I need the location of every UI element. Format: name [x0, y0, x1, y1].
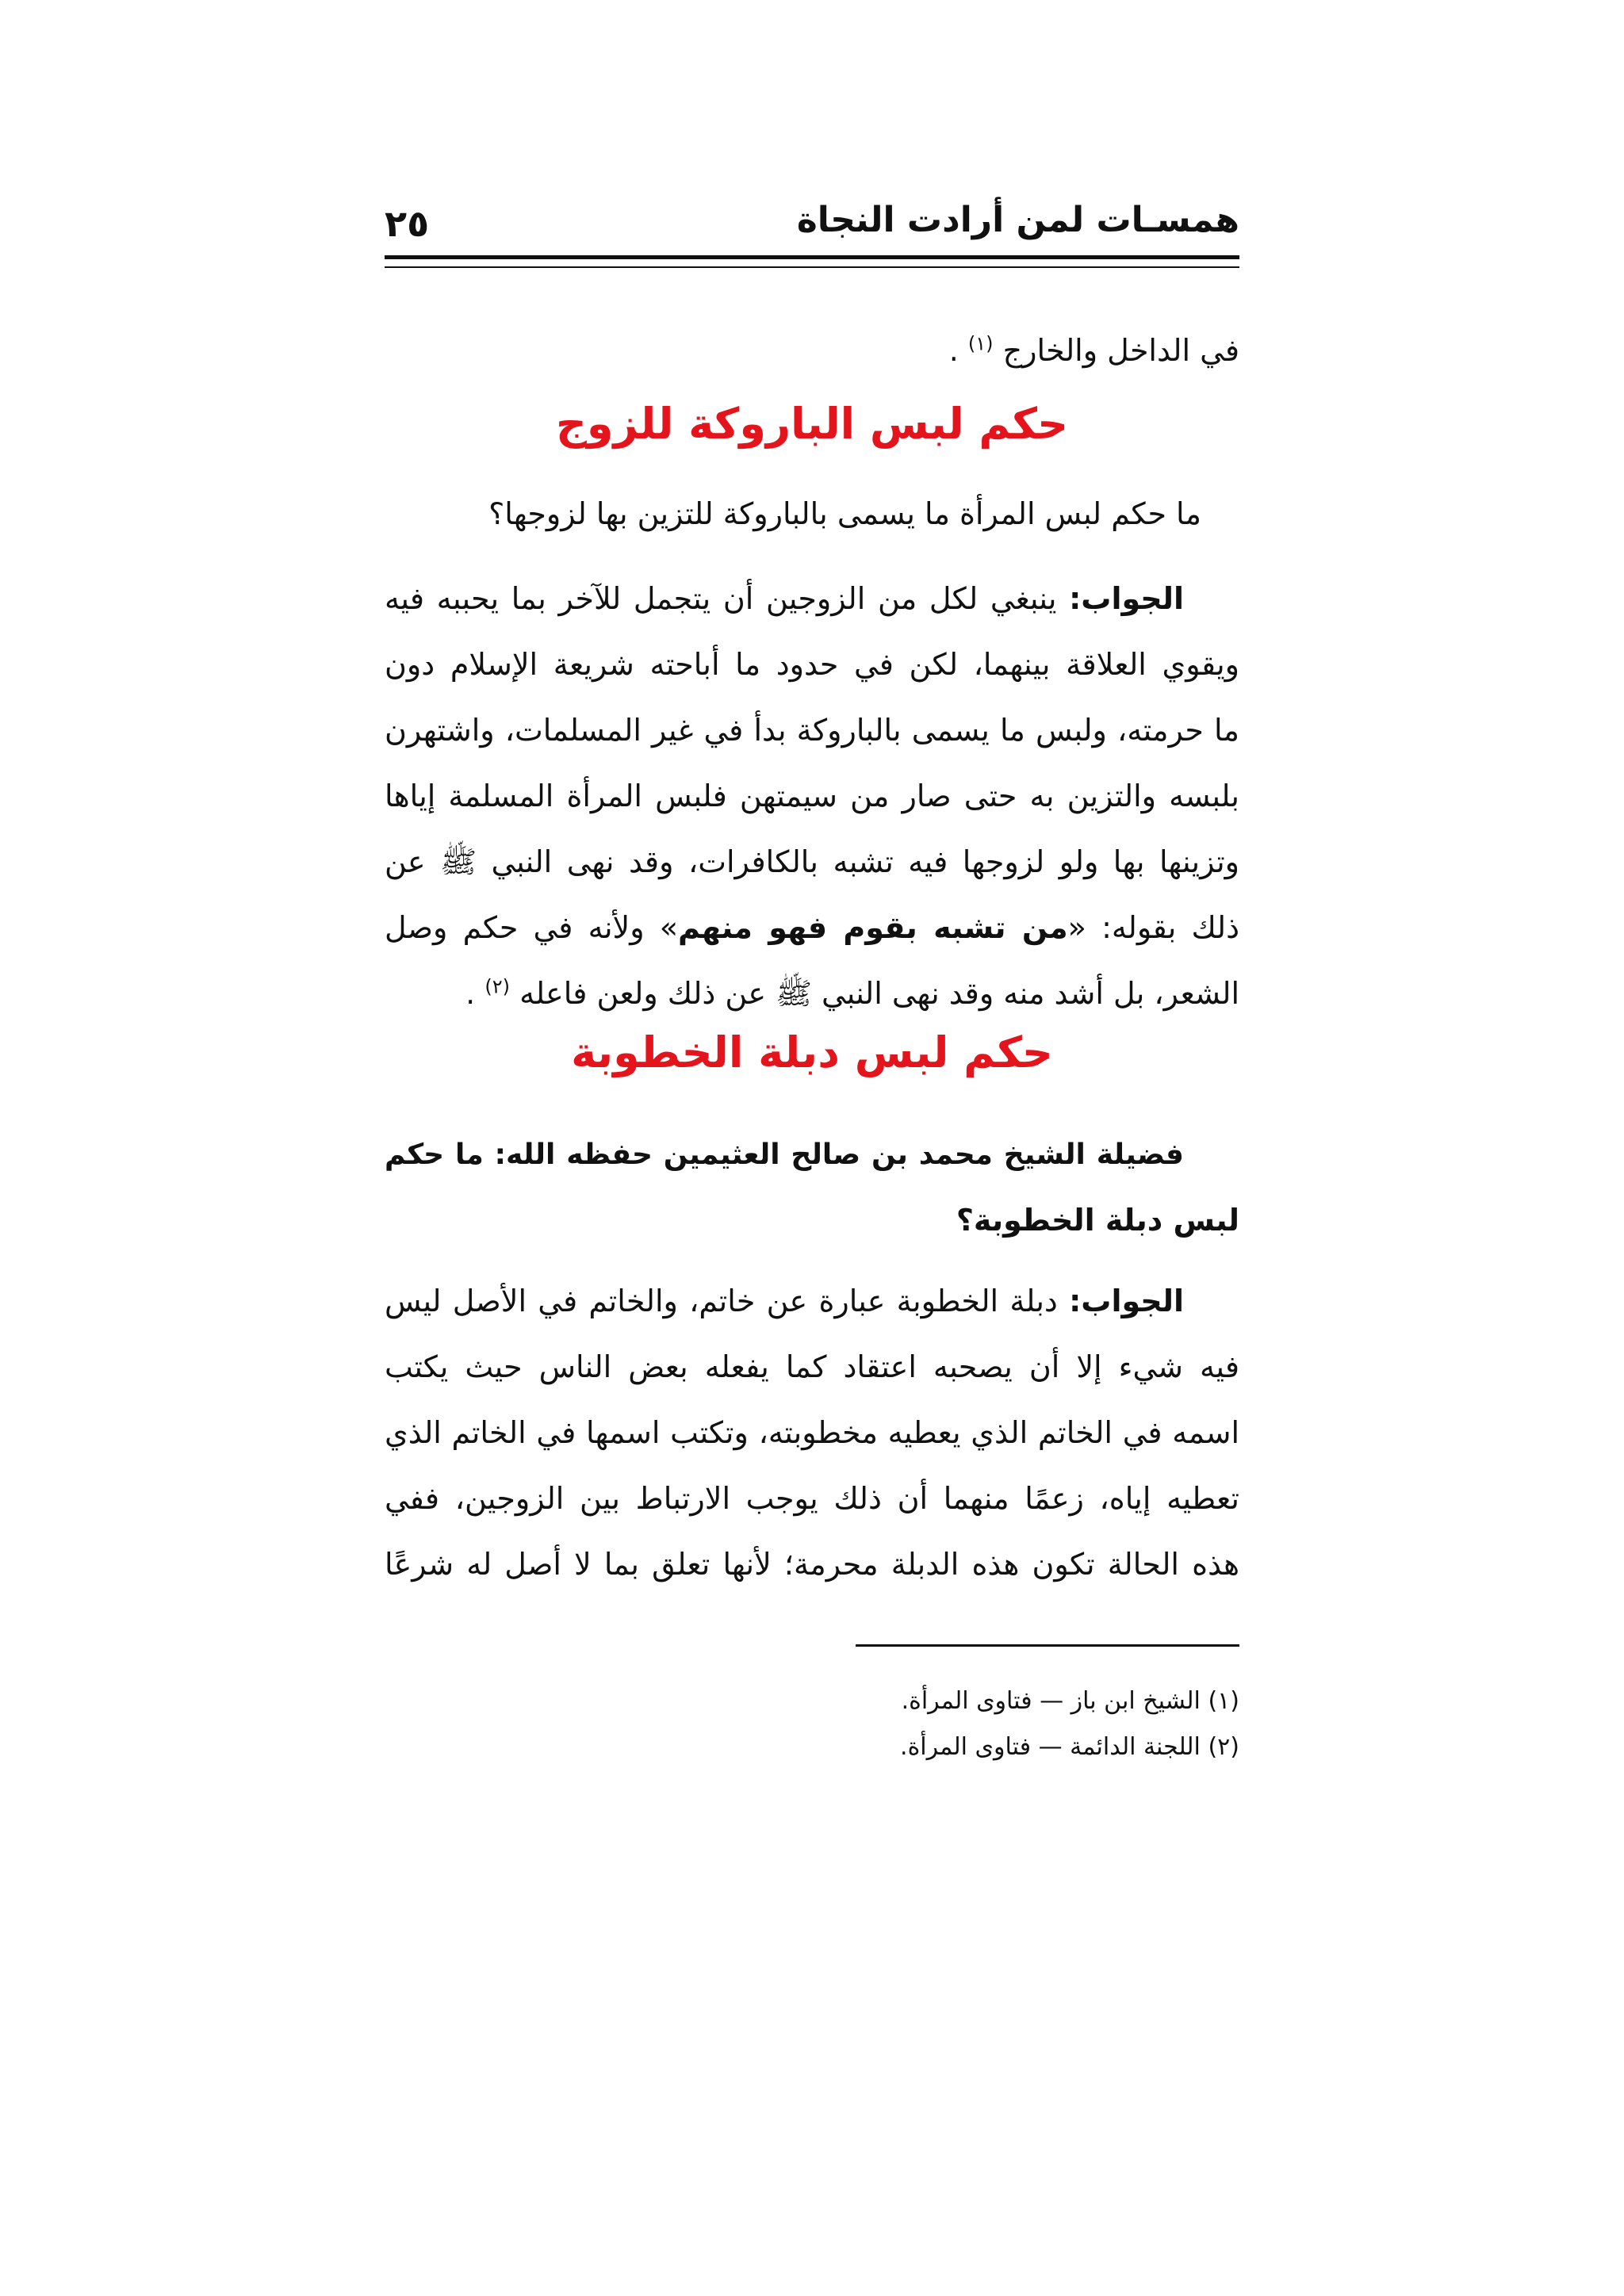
continued-text: في الداخل والخارج [1002, 333, 1239, 368]
answer-line [385, 1269, 1239, 1334]
answer-line: هذه الحالة تكون هذه الدبلة محرمة؛ لأنها تعلق بما لا أصل له شرعًا [385, 1547, 1239, 1582]
answer-line: بلبسه والتزين به حتى صار من سيمتهن فلبس المرأة المسلمة إياها [385, 779, 1239, 813]
answer-label: الجواب: [1069, 581, 1184, 616]
answer-text: الشعر، بل أشد منه وقد نهى النبي ﷺ عن ذلك ولعن فاعله [519, 976, 1239, 1011]
footnote-text: الشيخ ابن باز — فتاوى المرأة. [901, 1687, 1201, 1715]
answer-line: ما حرمته، ولبس ما يسمى بالباروكة بدأ في غير المسلمات، واشتهرن [385, 713, 1239, 748]
continued-line [385, 318, 1239, 384]
answer-line [385, 961, 1239, 1027]
answer-line [385, 895, 1239, 961]
sentence-end: . [465, 976, 485, 1011]
header-rule-thin [385, 266, 1239, 268]
footnote-ref-2: (٢) [485, 975, 510, 998]
question-wig: ما حكم لبس المرأة ما يسمى بالباروكة للتزين بها لزوجها؟ [488, 496, 1201, 531]
hadith-suffix: » ولأنه في حكم وصل [385, 910, 679, 945]
answer-line: وتزينها بها ولو لزوجها فيه تشبه بالكافرات، وقد نهى النبي ﷺ عن [385, 844, 1239, 879]
footnote-1 [385, 1681, 1239, 1722]
answer-line: تعطيه إياه، زعمًا منهما أن ذلك يوجب الارتباط بين الزوجين، ففي [385, 1481, 1239, 1516]
header-rule-thick [385, 255, 1239, 259]
footnote-text: اللجنة الدائمة — فتاوى المرأة. [900, 1733, 1201, 1761]
answer-line [385, 566, 1239, 632]
answer-text: دبلة الخطوبة عبارة عن خاتم، والخاتم في الأصل ليس [385, 1284, 1070, 1318]
question-ring-line: لبس دبلة الخطوبة؟ [956, 1203, 1239, 1238]
answer-line: فيه شيء إلا أن يصحبه اعتقاد كما يفعله بعض الناس حيث يكتب [385, 1349, 1239, 1384]
answer-label: الجواب: [1069, 1284, 1184, 1318]
footnote-separator [856, 1644, 1239, 1647]
section-heading-ring: حكم لبس دبلة الخطوبة [571, 1027, 1053, 1077]
hadith-prefix: ذلك بقوله: « [1067, 910, 1239, 945]
footnote-ref-1: (١) [967, 332, 994, 355]
hadith-quote: من تشبه بقوم فهو منهم [678, 910, 1068, 945]
footnote-2 [385, 1727, 1239, 1768]
answer-line: اسمه في الخاتم الذي يعطيه مخطوبته، وتكتب اسمها في الخاتم الذي [385, 1415, 1239, 1450]
answer-line: ويقوي العلاقة بينهما، لكن في حدود ما أباحته شريعة الإسلام دون [385, 647, 1239, 682]
footnote-number: (١) [1208, 1687, 1239, 1715]
question-ring-line: فضيلة الشيخ محمد بن صالح العثيمين حفظه الله: ما حكم [385, 1138, 1184, 1171]
section-heading-wig: حكم لبس الباروكة للزوج [555, 399, 1069, 449]
answer-text: ينبغي لكل من الزوجين أن يتجمل للآخر بما يحببه فيه [385, 581, 1070, 616]
footnote-number: (٢) [1208, 1733, 1239, 1761]
page-number: ٢٥ [385, 202, 430, 245]
running-header-title: همسـات لمن أرادت النجاة [796, 200, 1239, 240]
sentence-end: . [948, 333, 968, 368]
